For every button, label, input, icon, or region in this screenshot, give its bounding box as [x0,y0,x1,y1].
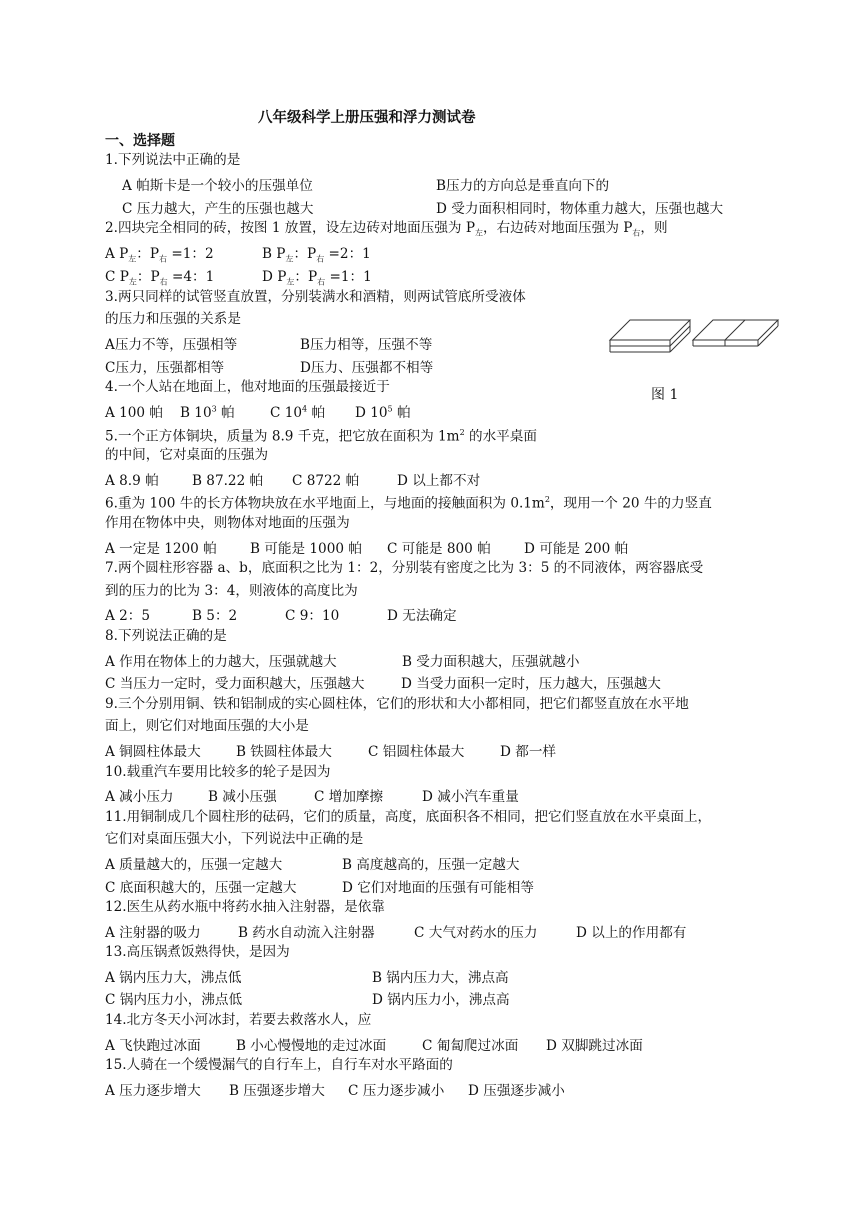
question-15-option-c: C 压力逐步减小 [348,1083,445,1099]
question-2-option-c: C $P_左$：$P_右 =4$：1 [105,269,215,287]
question-6-option-d: D 可能是 200 帕 [524,541,629,557]
question-4-option-c: C $10^4$ 帕 [270,404,326,421]
question-7-stem-line1: 7.两个圆柱形容器 a、b，底面积之比为 1：2，分别装有密度之比为 3：5 的不同液体，两容器底受 [105,560,704,576]
question-4-option-a: A 100 帕 [105,405,163,421]
question-7-option-b: B 5：2 [192,608,238,624]
question-14-option-a: A 飞快跑过冰面 [105,1038,201,1054]
question-1-option-a: A 帕斯卡是一个较小的压强单位 [122,178,313,194]
question-7-option-c: C 9：10 [285,608,340,624]
question-4-option-d: D $10^5$ 帕 [355,404,411,421]
question-13-option-a: A 锅内压力大，沸点低 [105,970,242,986]
question-5-option-a: A 8.9 帕 [105,473,159,489]
question-6-option-c: C 可能是 800 帕 [387,541,491,557]
question-3-stem-line2: 的压力和压强的关系是 [105,311,241,327]
question-13-option-b: B 锅内压力大，沸点高 [372,970,509,986]
question-9-option-a: A 铜圆柱体最大 [105,744,201,760]
question-9-stem-line2: 面上，则它们对地面压强的大小是 [105,718,309,734]
question-6-stem-line1: 6.重为 100 牛的长方体物块放在水平地面上，与地面的接触面积为 $0.1m^2$，现用一个 20 牛的力竖直 [105,495,712,512]
question-7-option-a: A 2：5 [105,608,151,624]
question-11-stem-line2: 它们对桌面压强大小，下列说法中正确的是 [105,831,364,847]
question-11-option-c: C 底面积越大的，压强一定越大 [105,880,297,896]
question-1-option-d: D 受力面积相同时，物体重力越大，压强也越大 [436,201,724,217]
section-heading: 一、选择题 [105,133,175,149]
question-10-option-d: D 减小汽车重量 [422,789,519,805]
figure-1-bricks [605,310,785,360]
question-15-stem: 15.人骑在一个缓慢漏气的自行车上，自行车对水平路面的 [105,1057,453,1073]
question-3-option-a: A压力不等，压强相等 [105,337,238,353]
question-13-option-c: C 锅内压力小，沸点低 [105,992,243,1008]
question-14-option-d: D 双脚跳过冰面 [546,1038,643,1054]
question-3-option-c: C压力，压强都相等 [105,360,225,376]
question-13-option-d: D 锅内压力小，沸点高 [372,992,510,1008]
question-14-stem: 14.北方冬天小河冰封，若要去救落水人，应 [105,1012,372,1028]
question-13-stem: 13.高压锅煮饭熟得快，是因为 [105,944,290,960]
question-9-option-d: D 都一样 [500,744,557,760]
question-5-option-d: D 以上都不对 [397,473,481,489]
question-8-option-b: B 受力面积越大，压强就越小 [402,654,580,670]
question-5-stem-line2: 的中间，它对桌面的压强为 [105,447,269,463]
question-11-option-d: D 它们对地面的压强有可能相等 [342,880,534,896]
question-2-stem: 2.四块完全相同的砖，按图 1 放置，设左边砖对地面压强为 $P_左$，右边砖对地面压强为 $P_右$，则 [105,220,668,238]
question-15-option-d: D 压强逐步减小 [468,1083,565,1099]
question-10-option-b: B 减小压强 [208,789,277,805]
question-11-option-a: A 质量越大的，压强一定越大 [105,857,283,873]
question-3-option-d: D压力、压强都不相等 [300,360,434,376]
question-1-option-b: B压力的方向总是垂直向下的 [436,178,610,194]
question-2-option-b: B $P_左$：$P_右 =2$：1 [262,246,371,264]
question-2-option-d: D $P_左$：$P_右 =1$：1 [262,269,372,287]
question-12-option-d: D 以上的作用都有 [576,925,687,941]
question-6-stem-line2: 作用在物体中央，则物体对地面的压强为 [105,515,350,531]
question-1-option-c: C 压力越大，产生的压强也越大 [122,201,314,217]
question-2-option-a: A $P_左$：$P_右 =1$：2 [105,246,214,264]
question-15-option-a: A 压力逐步增大 [105,1083,201,1099]
question-5-stem-line1: 5.一个正方体铜块，质量为 8.9 千克，把它放在面积为 $1m^2$ 的水平桌面 [105,428,537,445]
question-10-option-a: A 减小压力 [105,789,174,805]
question-7-stem-line2: 到的压力的比为 3：4，则液体的高度比为 [105,583,358,599]
question-12-stem: 12.医生从药水瓶中将药水抽入注射器，是依靠 [105,899,385,915]
question-9-option-c: C 铝圆柱体最大 [368,744,465,760]
figure-caption: 图 1 [651,387,679,403]
question-8-option-d: D 当受力面积一定时，压力越大，压强越大 [401,676,661,692]
question-6-option-a: A 一定是 1200 帕 [105,541,217,557]
question-12-option-a: A 注射器的吸力 [105,925,201,941]
page-title: 八年级科学上册压强和浮力测试卷 [258,109,476,126]
question-3-option-b: B压力相等，压强不等 [300,337,433,353]
question-3-stem-line1: 3.两只同样的试管竖直放置，分别装满水和酒精，则两试管底所受液体 [105,289,526,305]
question-8-option-c: C 当压力一定时，受力面积越大，压强越大 [105,676,365,692]
question-12-option-c: C 大气对药水的压力 [414,925,538,941]
question-8-option-a: A 作用在物体上的力越大，压强就越大 [105,654,337,670]
question-15-option-b: B 压强逐步增大 [229,1083,325,1099]
question-14-option-c: C 匍匐爬过冰面 [422,1038,519,1054]
question-5-option-b: B 87.22 帕 [192,473,264,489]
question-1-stem: 1.下列说法中正确的是 [105,152,241,168]
question-4-stem: 4.一个人站在地面上，他对地面的压强最接近于 [105,379,390,395]
question-10-option-c: C 增加摩擦 [314,789,384,805]
question-11-stem-line1: 11.用铜制成几个圆柱形的砝码，它们的质量，高度，底面积各不相同，把它们竖直放在水平桌面上， [105,809,712,825]
question-8-stem: 8.下列说法正确的是 [105,628,227,644]
question-5-option-c: C 8722 帕 [292,473,360,489]
question-9-option-b: B 铁圆柱体最大 [236,744,332,760]
question-7-option-d: D 无法确定 [387,608,457,624]
question-12-option-b: B 药水自动流入注射器 [238,925,375,941]
question-11-option-b: B 高度越高的，压强一定越大 [342,857,520,873]
question-4-option-b: B $10^3$ 帕 [180,404,235,421]
question-9-stem-line1: 9.三个分别用铜、铁和铝制成的实心圆柱体，它们的形状和大小都相同，把它们都竖直放在水平地 [105,696,689,712]
question-6-option-b: B 可能是 1000 帕 [250,541,362,557]
question-14-option-b: B 小心慢慢地的走过冰面 [236,1038,387,1054]
left-brick-top-face [610,320,690,340]
question-10-stem: 10.载重汽车要用比较多的轮子是因为 [105,764,331,780]
